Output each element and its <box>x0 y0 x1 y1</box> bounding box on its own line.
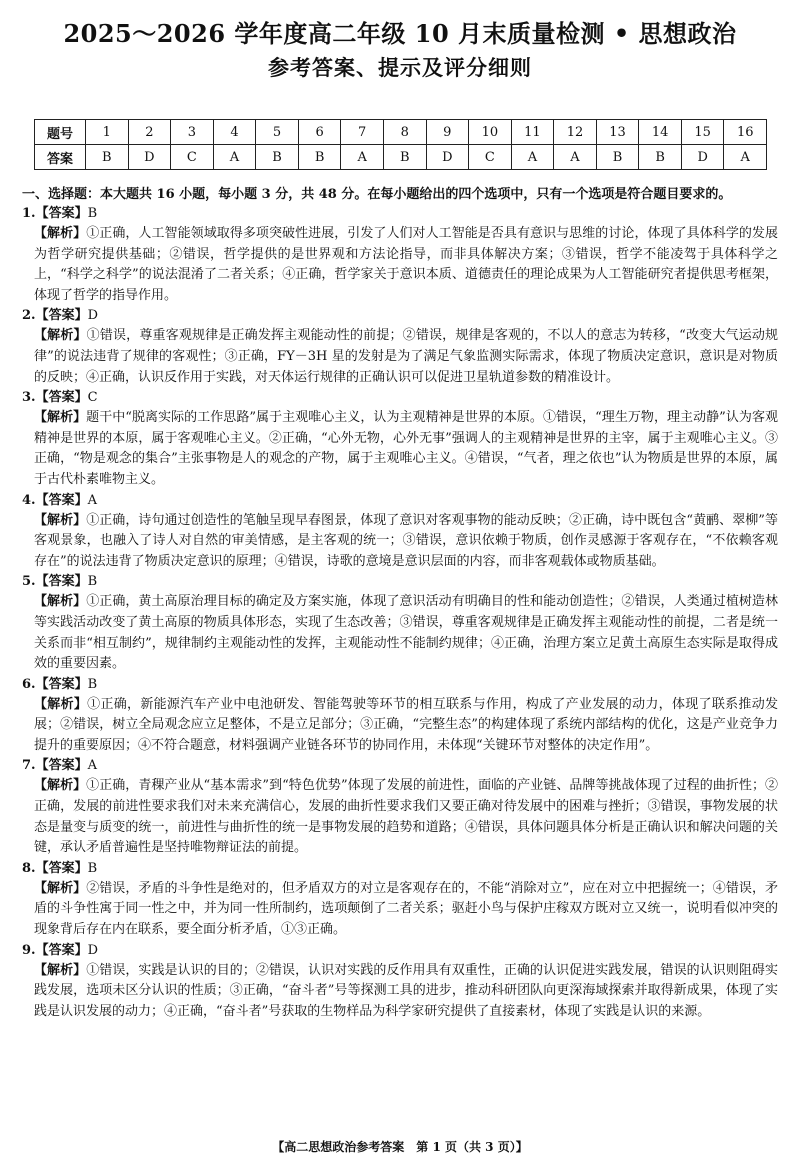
answer-label: 【答案】 <box>35 206 88 221</box>
answer-cell: A <box>554 145 597 170</box>
question-number-cell: 6 <box>298 120 341 145</box>
question-number-row <box>35 120 767 145</box>
analysis-paragraph <box>34 776 778 858</box>
answer-cell: D <box>681 145 724 170</box>
question-number: 3. <box>22 390 36 406</box>
analysis-text: ①正确，诗句通过创造性的笔触呈现早春图景，体现了意识对客观事物的能动反映；②正确，诗中既包含“黄鹂、翠柳”等客观景象，也融入了诗人对自然的审美情感，是主客观的统一；③错误，意识依赖于物质，创作灵感源于客观存在，“不依赖客观存在”的说法违背了物质决定意识的原理；④错误，诗歌的意境是意识层面的内容，而非客观载体或物质基础。 <box>34 512 778 569</box>
analysis-label: 【解析】 <box>34 962 87 978</box>
answer-value: D <box>87 308 99 324</box>
answer-line <box>22 306 778 326</box>
question-block <box>22 306 778 388</box>
analysis-text: ①正确，黄土高原治理目标的确定及方案实施，体现了意识活动有明确目的性和能动创造性；②错误，人类通过植树造林等实践活动改变了黄土高原的物质具体形态，实现了生态改善；③错误，尊重客观规律是正确发挥主观能动性的前提，二者是统一关系而非“相互制约”，规律制约主观能动性的发挥，主观能动性不能制约规律；④正确，治理方案立足黄土高原生态实际是取得成效的重要因素。 <box>34 594 778 672</box>
analysis-text: ②错误，矛盾的斗争性是绝对的，但矛盾双方的对立是客观存在的，不能“消除对立”，应在对立中把握统一；④错误，矛盾的斗争性寓于同一性之中，并为同一性所制约，选项颠倒了二者关系；驱赶小鸟与保护庄稼双方既对立又统一，说明看似冲突的现象背后存在内在联系，要全面分析矛盾，①③正确。 <box>34 880 778 938</box>
analysis-paragraph <box>34 224 778 306</box>
analysis-label: 【解析】 <box>34 226 87 241</box>
analysis-label: 【解析】 <box>34 880 87 896</box>
answer-label: 【答案】 <box>35 574 88 590</box>
question-block <box>22 756 778 858</box>
answer-cell: A <box>341 145 384 170</box>
answer-line <box>22 675 778 695</box>
analysis-text: ①正确，人工智能领域取得多项突破性进展，引发了人们对人工智能是否具有意识与思维的讨论，体现了具体科学的发展为哲学研究提供基础；②错误，哲学提供的是世界观和方法论指导，而非具体解决方案；③错误，哲学不能凌驾于具体科学之上，“科学之科学”的说法混淆了二者关系；④正确，哲学家关于意识本质、道德责任的理论成果为人工智能研究者提供思考框架，体现了哲学的指导作用。 <box>34 226 778 303</box>
answer-value: B <box>87 676 98 692</box>
answer-cell: B <box>639 145 682 170</box>
question-number-cell: 13 <box>596 120 639 145</box>
analysis-text: ①正确，青稞产业从“基本需求”到“特色优势”体现了发展的前进性，面临的产业链、品牌等挑战体现了过程的曲折性；②正确，发展的前进性要求我们对未来充满信心，发展的曲折性要求我们又要正确对待发展中的困难与挫折；③错误，事物发展的状态是量变与质变的统一，前进性与曲折性的统一是事物发展的趋势和道路；④错误，具体问题具体分析是正确认识和解决问题的关键，承认矛盾普遍性是坚持唯物辩证法的前提。 <box>34 778 778 856</box>
analysis-text: ①错误，尊重客观规律是正确发挥主观能动性的前提；②错误，规律是客观的，不以人的意志为转移，“改变大气运动规律”的说法违背了规律的客观性；③正确，FY－3H 星的发射是为了满足气象监测实际需求，体现了物质决定意识，意识是对物质的反映；④正确，认识反作用于实践，对天体运行规律的正确认识可以促进卫星轨道参数的精准设计。 <box>34 328 778 385</box>
answer-cell: D <box>426 145 469 170</box>
answer-value: B <box>87 574 98 590</box>
answer-cell: B <box>256 145 299 170</box>
answer-value: D <box>87 942 99 958</box>
question-number-cell: 15 <box>681 120 724 145</box>
analysis-paragraph <box>34 592 778 674</box>
answer-value: A <box>87 758 97 774</box>
question-number-cell: 4 <box>213 120 256 145</box>
answer-label: 【答案】 <box>35 492 88 508</box>
analysis-text: ①正确，新能源汽车产业中电池研发、智能驾驶等环节的相互联系与作用，构成了产业发展的动力，体现了联系推动发展；②错误，树立全局观念应立足整体，不是立足部分；③正确，“完整生态”的构建体现了系统内部结构的优化，这是产业竞争力提升的重要原因；④不符合题意，材料强调产业链各环节的协同作用，未体现“关键环节对整体的决定作用”。 <box>34 696 778 753</box>
question-number-cell: 1 <box>86 120 129 145</box>
answer-line <box>22 859 778 879</box>
question-number-cell: 16 <box>724 120 767 145</box>
question-number: 4. <box>22 492 36 508</box>
answer-row <box>35 145 767 170</box>
analysis-paragraph <box>34 326 778 388</box>
answer-line <box>22 941 778 961</box>
answer-value: B <box>87 860 98 876</box>
answer-line <box>22 491 778 511</box>
answer-cell: B <box>86 145 129 170</box>
answer-line <box>22 388 778 408</box>
answer-explanations <box>22 204 778 1022</box>
analysis-paragraph <box>34 695 778 757</box>
page-footer: 【高二思想政治参考答案 第 1 页（共 3 页）】 <box>272 1140 528 1154</box>
answer-cell: D <box>128 145 171 170</box>
question-number-cell: 3 <box>171 120 214 145</box>
analysis-paragraph <box>34 879 778 941</box>
answer-cell: B <box>383 145 426 170</box>
question-number-cell: 2 <box>128 120 171 145</box>
answer-cell: C <box>171 145 214 170</box>
analysis-label: 【解析】 <box>34 512 87 528</box>
analysis-text: 题干中“脱离实际的工作思路”属于主观唯心主义，认为主观精神是世界的本原。①错误，“理生万物，理主动静”认为客观精神是世界的本原，属于客观唯心主义。②正确，“心外无物，心外无事”强调人的主观精神是世界的主宰，属于主观唯心主义。③正确，“物是观念的集合”主张事物是人的观念的产物，属于主观唯心主义。④错误，“气者，理之依也”认为物质是世界的本原，属于古代朴素唯物主义。 <box>34 410 778 487</box>
analysis-label: 【解析】 <box>34 328 87 344</box>
analysis-label: 【解析】 <box>34 696 88 712</box>
question-block <box>22 491 778 573</box>
answer-line <box>22 204 778 224</box>
question-block <box>22 388 778 490</box>
answer-cell: B <box>596 145 639 170</box>
question-number-cell: 7 <box>341 120 384 145</box>
analysis-paragraph <box>34 961 778 1023</box>
question-number: 8. <box>22 860 36 876</box>
analysis-text: ①错误，实践是认识的目的；②错误，认识对实践的反作用具有双重性，正确的认识促进实践发展，错误的认识则阻碍实践发展，选项未区分认识的性质；③正确，“奋斗者”号等探测工具的进步，推动科研团队向更深海域探索并取得新成果，体现了实践是认识发展的动力；④正确，“奋斗者”号获取的生物样品为科学家研究提供了直接素材，体现了实践是认识的来源。 <box>34 962 778 1019</box>
analysis-paragraph <box>34 408 778 490</box>
question-number: 1. <box>22 206 36 221</box>
question-number: 5. <box>22 574 36 590</box>
question-number-cell: 9 <box>426 120 469 145</box>
page-title: 2025～2026 学年度高二年级 10 月末质量检测 • 思想政治 <box>63 19 737 48</box>
question-number: 7. <box>22 758 36 774</box>
question-block <box>22 675 778 757</box>
question-number: 9. <box>22 942 36 958</box>
answer-line <box>22 756 778 776</box>
answer-label: 【答案】 <box>35 390 88 406</box>
answer-table <box>34 119 767 170</box>
question-number-cell: 14 <box>639 120 682 145</box>
question-number: 6. <box>22 676 36 692</box>
question-number-cell: 5 <box>256 120 299 145</box>
answer-cell: A <box>511 145 554 170</box>
analysis-label: 【解析】 <box>34 778 87 794</box>
answer-cell: A <box>213 145 256 170</box>
answer-cell: B <box>298 145 341 170</box>
analysis-label: 【解析】 <box>34 594 87 610</box>
answer-label: 【答案】 <box>35 758 88 774</box>
answer-label: 【答案】 <box>35 860 88 876</box>
answer-cell: C <box>469 145 512 170</box>
answer-value: B <box>87 206 98 221</box>
answer-label: 【答案】 <box>35 942 88 958</box>
question-number-header: 题号 <box>35 120 86 145</box>
answer-value: A <box>87 492 97 508</box>
question-block <box>22 572 778 674</box>
question-number-cell: 10 <box>469 120 512 145</box>
analysis-paragraph <box>34 511 778 573</box>
question-number: 2. <box>22 308 36 324</box>
question-number-cell: 8 <box>383 120 426 145</box>
answer-label: 【答案】 <box>35 308 88 324</box>
question-block <box>22 859 778 941</box>
answer-label: 【答案】 <box>35 676 88 692</box>
question-block <box>22 941 778 1023</box>
answer-header: 答案 <box>35 145 86 170</box>
question-block <box>22 204 778 306</box>
question-number-cell: 12 <box>554 120 597 145</box>
answer-cell: A <box>724 145 767 170</box>
page-subtitle: 参考答案、提示及评分细则 <box>268 55 532 80</box>
section-heading: 一、选择题：本大题共 16 小题，每小题 3 分，共 48 分。在每小题给出的四个选项中，只有一个选项是符合题目要求的。 <box>22 187 732 202</box>
answer-value: C <box>87 390 98 406</box>
analysis-label: 【解析】 <box>34 410 87 426</box>
question-number-cell: 11 <box>511 120 554 145</box>
answer-line <box>22 572 778 592</box>
